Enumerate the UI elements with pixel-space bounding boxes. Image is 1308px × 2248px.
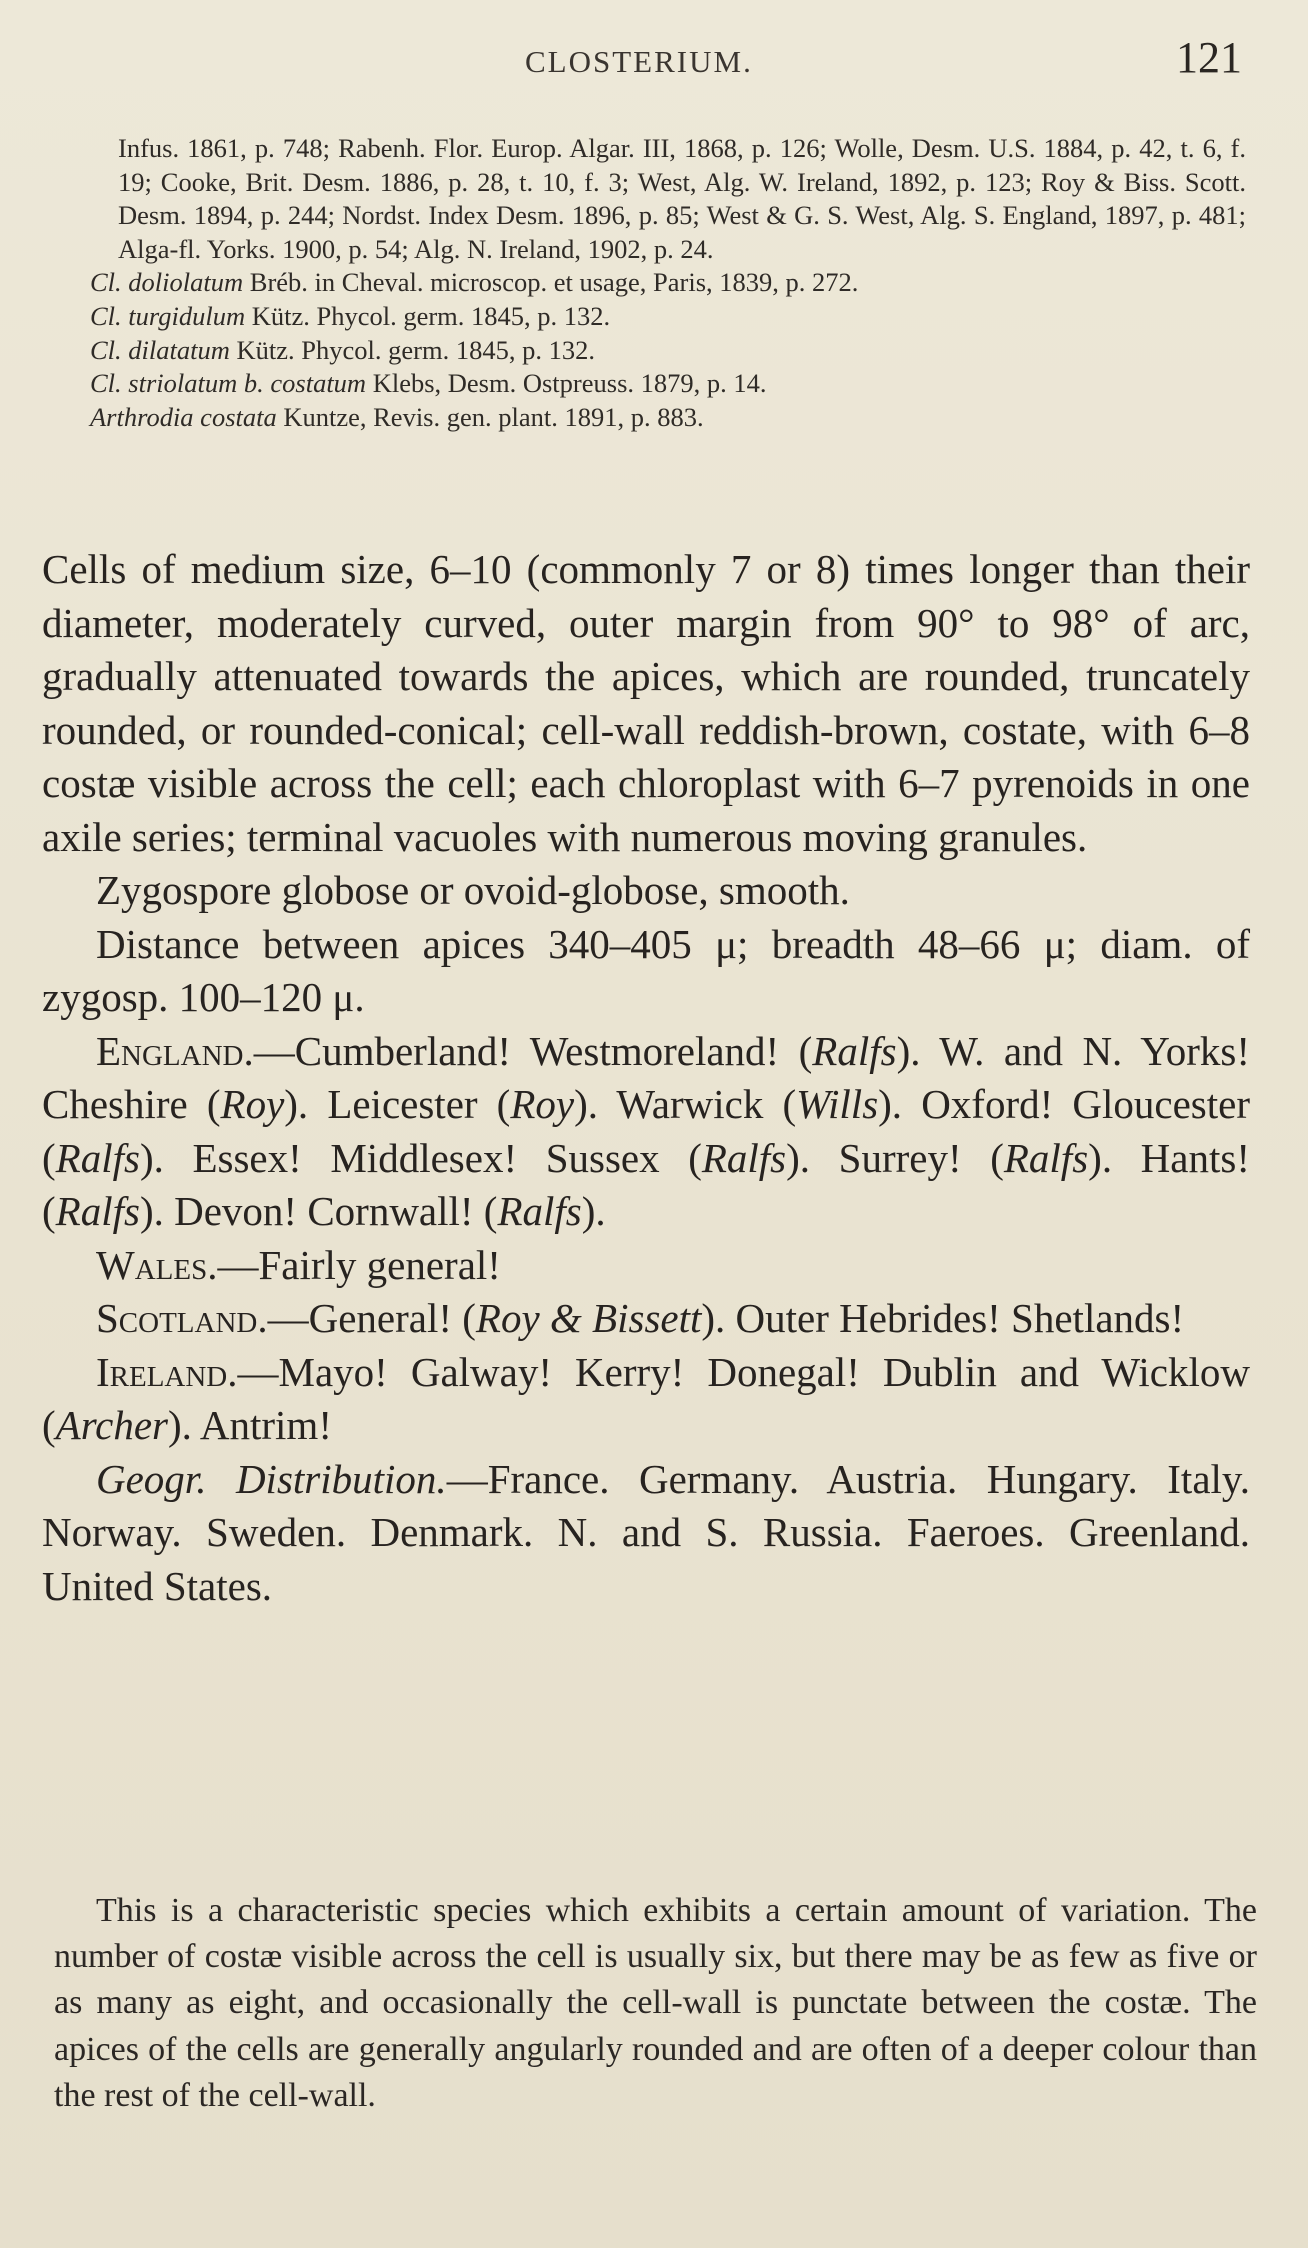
distribution-scotland: Scotland.—General! (Roy & Bissett). Outer Hebrides! Shetlands! xyxy=(96,1295,1185,1341)
species-description xyxy=(42,543,1250,1613)
synonymy-citations: Infus. 1861, p. 748; Rabenh. Flor. Europ. Algar. III, 1868, p. 126; Wolle, Desm. U.S. 1884, p. 42, t. 6, f. 19; Cooke, Brit. Desm. 1886, p. 28, t. 10, f. 3; West, Alg. W. Ireland, 1892, p. 123; Roy & Biss. Scott. Desm. 1894, p. 244; Nordst. Index Desm. 1896, p. 85; West & G. S. West, Alg. S. England, 1897, p. 481; Alga-fl. Yorks. 1900, p. 54; Alg. N. Ireland, 1902, p. 24. xyxy=(118,133,1246,264)
remarks-note xyxy=(54,1888,1257,2119)
synonym-reference: Kütz. Phycol. germ. 1845, p. 132. xyxy=(236,334,595,365)
synonym-reference: Kütz. Phycol. germ. 1845, p. 132. xyxy=(251,300,611,331)
synonym-name: Cl. striolatum b. costatum xyxy=(90,368,367,399)
synonym-entry xyxy=(90,300,1246,334)
region-label: England. xyxy=(96,1027,254,1074)
synonym-name: Cl. turgidulum xyxy=(90,300,246,331)
running-head xyxy=(0,32,1308,92)
synonym-name: Cl. doliolatum xyxy=(90,267,244,298)
synonymy-block xyxy=(90,132,1246,434)
region-label: Scotland. xyxy=(96,1295,268,1341)
synonym-name: Cl. dilatatum xyxy=(90,334,230,365)
distribution-wales: Wales.—Fairly general! xyxy=(96,1241,501,1288)
distribution-ireland: Ireland.—Mayo! Galway! Kerry! Donegal! Dublin and Wicklow (Archer). Antrim! xyxy=(42,1348,1250,1448)
remarks-paragraph: This is a characteristic species which exhibits a certain amount of variation. The number of costæ visible across the cell is usually six, but there may be as few as five or as many as eight, and occasionally the cell-wall is punctate between the costæ. The apices of the cells are generally angularly rounded and are often of a deeper colour than the rest of the cell-wall. xyxy=(54,1892,1257,2114)
cell-description: Cells of medium size, 6–10 (commonly 7 or 8) times longer than their diameter, moderately curved, outer margin from 90° to 98° of arc, gradually attenuated towards the apices, which are rounded, truncately rounded, or rounded-conical; cell-wall reddish-brown, costate, with 6–8 costæ visible across the cell; each chloroplast with 6–7 pyrenoids in one axile series; terminal vacuoles with numerous moving granules. xyxy=(42,546,1250,860)
synonym-entry xyxy=(90,367,1246,401)
distribution-geographic: Geogr. Distribution.—France. Germany. Austria. Hungary. Italy. Norway. Sweden. Denmark. N. and S. Russia. Faeroes. Greenland. United States. xyxy=(42,1455,1251,1609)
page-number: 121 xyxy=(1176,33,1242,82)
region-label: Ireland. xyxy=(96,1348,238,1395)
synonym-name: Arthrodia costata xyxy=(90,401,277,432)
synonym-reference: Kuntze, Revis. gen. plant. 1891, p. 883. xyxy=(283,401,704,432)
region-label: Geogr. Distribution. xyxy=(96,1455,447,1502)
distribution-england: England.—Cumberland! Westmoreland! (Ralfs). W. and N. Yorks! Cheshire (Roy). Leicester (Roy). Warwick (Wills). Oxford! Gloucester (Ralfs). Essex! Middlesex! Sussex (Ralfs). Surrey! (Ralfs). Hants! (Ralfs). Devon! Cornwall! (Ralfs). xyxy=(42,1027,1250,1234)
zygospore-description: Zygospore globose or ovoid-globose, smooth. xyxy=(96,867,850,913)
dimensions-paragraph: Distance between apices 340–405 μ; breadth 48–66 μ; diam. of zygosp. 100–120 μ. xyxy=(42,920,1250,1020)
synonym-reference: Klebs, Desm. Ostpreuss. 1879, p. 14. xyxy=(372,368,767,399)
synonym-entry xyxy=(90,334,1246,368)
synonym-reference: Bréb. in Cheval. microscop. et usage, Paris, 1839, p. 272. xyxy=(249,267,859,298)
synonym-entry xyxy=(90,266,1246,300)
region-label: Wales. xyxy=(96,1241,218,1288)
running-title: CLOSTERIUM. xyxy=(525,44,753,79)
synonym-entry xyxy=(90,401,1246,435)
